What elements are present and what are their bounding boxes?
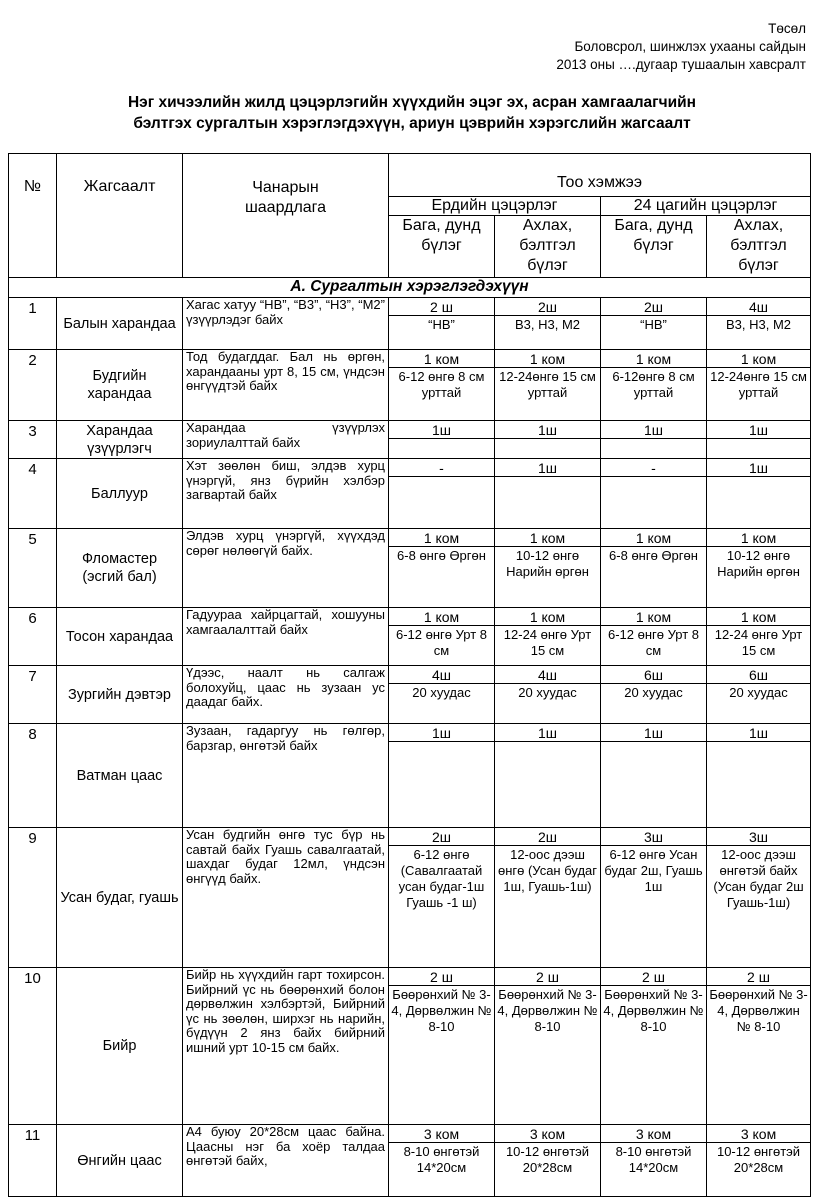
- quantity-cell: [495, 298, 601, 350]
- header-line-3: 2013 оны ….дугаар тушаалын хавсралт: [556, 57, 806, 72]
- item-requirement: Гадуураа хайрцагтай, хошууны хамгаалалттай байх: [183, 608, 389, 666]
- quantity-detail: 12-оос дээш өнгө (Усан будаг 1ш, Гуашь-1ш): [497, 847, 598, 894]
- row-number: 2: [9, 350, 57, 421]
- table-row: [9, 608, 811, 666]
- item-name: Будгийн харандаа: [57, 350, 183, 421]
- quantity-amount: 1 ком: [495, 608, 600, 626]
- quantity-detail: “НВ”: [428, 317, 455, 332]
- item-requirement: Элдэв хурц үнэргүй, хүүхдэд сөрөг нөлөөгүй байх.: [183, 529, 389, 608]
- quantity-detail: 6-12 өнгө Усан будаг 2ш, Гуашь 1ш: [604, 847, 703, 894]
- quantity-cell: [707, 298, 811, 350]
- quantity-detail: 6-12 өнгө 8 см урттай: [398, 369, 485, 400]
- column-header-number: №: [9, 154, 57, 278]
- row-number: 7: [9, 666, 57, 724]
- quantity-cell: [389, 421, 495, 459]
- quantity-cell: [707, 1125, 811, 1197]
- quantity-amount: 1 ком: [601, 350, 706, 368]
- item-name: Харандаа үзүүрлэгч: [57, 421, 183, 459]
- item-name: Тосон харандаа: [57, 608, 183, 666]
- quantity-cell: [495, 529, 601, 608]
- quantity-cell: [389, 724, 495, 828]
- column-header-list: Жагсаалт: [57, 154, 183, 278]
- row-number: 8: [9, 724, 57, 828]
- quantity-amount: 2 ш: [389, 968, 494, 986]
- quantity-cell: [707, 608, 811, 666]
- header-line-2: Боловсрол, шинжлэх ухааны сайдын: [574, 39, 806, 54]
- quantity-cell: [707, 828, 811, 968]
- column-header-small-group-2: Бага, дунд бүлэг: [601, 216, 707, 278]
- quantity-detail: “НВ”: [640, 317, 667, 332]
- quantity-detail: 6-12өнгө 8 см урттай: [612, 369, 695, 400]
- row-number: 4: [9, 459, 57, 529]
- table-row: [9, 828, 811, 968]
- quantity-amount: 1 ком: [389, 529, 494, 547]
- quantity-amount: 1ш: [389, 421, 494, 439]
- section-title: А. Сургалтын хэрэглэгдэхүүн: [9, 278, 811, 298]
- quantity-cell: [601, 828, 707, 968]
- quantity-cell: [707, 459, 811, 529]
- quantity-amount: 3 ком: [707, 1125, 810, 1143]
- quantity-detail: В3, Н3, М2: [514, 317, 581, 332]
- quantity-amount: 4ш: [495, 666, 600, 684]
- table-row: [9, 724, 811, 828]
- quantity-amount: 1 ком: [707, 529, 810, 547]
- item-name: Балын харандаа: [57, 298, 183, 350]
- quantity-detail: 8-10 өнгөтэй 14*20см: [403, 1144, 480, 1175]
- item-name: Ватман цаас: [57, 724, 183, 828]
- quantity-amount: 2 ш: [495, 968, 600, 986]
- quantity-amount: 1ш: [389, 724, 494, 742]
- quantity-detail: 20 хуудас: [624, 685, 683, 700]
- quantity-detail: 6-8 өнгө Өргөн: [397, 548, 486, 563]
- quantity-detail: 10-12 өнгө Нарийн өргөн: [717, 548, 800, 579]
- quantity-cell: [601, 298, 707, 350]
- quantity-cell: [389, 1125, 495, 1197]
- quantity-detail: 6-12 өнгө (Савалгаатай усан будаг-1ш Гуашь -1 ш): [398, 847, 485, 910]
- quantity-cell: [601, 459, 707, 529]
- quantity-detail: 12-24 өнгө Урт 15 см: [714, 627, 803, 658]
- quantity-cell: [389, 828, 495, 968]
- quantity-detail: 20 хуудас: [412, 685, 471, 700]
- quantity-cell: [389, 666, 495, 724]
- quantity-amount: 1ш: [707, 421, 810, 439]
- quantity-amount: 3 ком: [495, 1125, 600, 1143]
- quantity-detail: Бөөрөнхий № 3-4, Дөрвөлжин № 8-10: [709, 987, 808, 1034]
- quantity-cell: [495, 350, 601, 421]
- quantity-amount: 1 ком: [495, 350, 600, 368]
- document-header: [556, 20, 806, 74]
- table-row: [9, 350, 811, 421]
- quantity-amount: 1 ком: [495, 529, 600, 547]
- quantity-detail: В3, Н3, М2: [726, 317, 792, 332]
- item-requirement: Усан будгийн өнгө тус бүр нь савтай байх Гуашь савалгаатай, шахдаг будаг 12мл, үндсэн өнгүүд байх.: [183, 828, 389, 968]
- quantity-amount: 1 ком: [707, 350, 810, 368]
- quantity-amount: 1ш: [495, 724, 600, 742]
- column-header-senior-group-1: Ахлах, бэлтгэл бүлэг: [495, 216, 601, 278]
- quantity-cell: [601, 421, 707, 459]
- quantity-cell: [495, 421, 601, 459]
- item-name: Усан будаг, гуашь: [57, 828, 183, 968]
- quantity-cell: [601, 608, 707, 666]
- quantity-cell: [707, 968, 811, 1125]
- quantity-amount: 4ш: [707, 298, 810, 316]
- quantity-amount: 1 ком: [707, 608, 810, 626]
- column-header-senior-group-2: Ахлах, бэлтгэл бүлэг: [707, 216, 811, 278]
- item-requirement: Зузаан, гадаргуу нь гөлгөр, барзгар, өнгөтэй байх: [183, 724, 389, 828]
- quantity-cell: [389, 529, 495, 608]
- quantity-detail: 12-оос дээш өнгөтэй байх (Усан будаг 2ш Гуашь-1ш): [713, 847, 804, 910]
- quantity-amount: 1 ком: [389, 608, 494, 626]
- quantity-detail: 6-12 өнгө Урт 8 см: [607, 627, 700, 658]
- quantity-amount: 2ш: [389, 828, 494, 846]
- table-row: [9, 421, 811, 459]
- quantity-amount: 2 ш: [707, 968, 810, 986]
- quantity-amount: 1 ком: [389, 350, 494, 368]
- item-requirement: Хэт зөөлөн биш, элдэв хурц үнэргүй, янз бүрийн хэлбэр загвартай байх: [183, 459, 389, 529]
- quantity-cell: [601, 1125, 707, 1197]
- row-number: 1: [9, 298, 57, 350]
- quantity-amount: 6ш: [707, 666, 810, 684]
- quantity-detail: 12-24өнгө 15 см урттай: [710, 369, 807, 400]
- row-number: 10: [9, 968, 57, 1125]
- column-header-allday: 24 цагийн цэцэрлэг: [601, 197, 811, 216]
- table-row: [9, 459, 811, 529]
- quantity-amount: 1 ком: [601, 529, 706, 547]
- quantity-detail: 10-12 өнгө Нарийн өргөн: [506, 548, 589, 579]
- row-number: 11: [9, 1125, 57, 1197]
- quantity-cell: [389, 459, 495, 529]
- item-requirement: Харандаа үзүүрлэх зориулалттай байх: [183, 421, 389, 459]
- column-header-small-group-1: Бага, дунд бүлэг: [389, 216, 495, 278]
- quantity-cell: [389, 608, 495, 666]
- quantity-detail: 20 хуудас: [518, 685, 577, 700]
- quantity-amount: 1ш: [707, 724, 810, 742]
- quantity-cell: [601, 666, 707, 724]
- quantity-cell: [495, 608, 601, 666]
- quantity-cell: [707, 724, 811, 828]
- quantity-amount: 4ш: [389, 666, 494, 684]
- table-row: [9, 298, 811, 350]
- quantity-cell: [389, 350, 495, 421]
- table-row: [9, 968, 811, 1125]
- quantity-detail: 6-12 өнгө Урт 8 см: [395, 627, 488, 658]
- quantity-amount: 3ш: [707, 828, 810, 846]
- quantity-cell: [707, 529, 811, 608]
- quantity-cell: [495, 828, 601, 968]
- quantity-amount: 2ш: [601, 298, 706, 316]
- item-name: Баллуур: [57, 459, 183, 529]
- quantity-detail: 6-8 өнгө Өргөн: [609, 548, 698, 563]
- item-requirement: Бийр нь хүүхдийн гарт тохирсон. Бийрний үс нь бөөрөнхий болон дөрвөлжин хэлбэртэй, Бийрний үс нь зөөлөн, ширхэг нь нарийн, бүдүүн 2 янз байх бийрний ишний урт 10-15 см байх.: [183, 968, 389, 1125]
- row-number: 6: [9, 608, 57, 666]
- quantity-amount: 2ш: [495, 828, 600, 846]
- header-line-1: Төсөл: [768, 21, 806, 36]
- quantity-amount: 3ш: [601, 828, 706, 846]
- quantity-amount: 6ш: [601, 666, 706, 684]
- quantity-amount: 1 ком: [601, 608, 706, 626]
- quantity-amount: 3 ком: [601, 1125, 706, 1143]
- item-name: Фломастер (эсгий бал): [57, 529, 183, 608]
- quantity-detail: 20 хуудас: [729, 685, 788, 700]
- column-header-regular: Ердийн цэцэрлэг: [389, 197, 601, 216]
- row-number: 3: [9, 421, 57, 459]
- quantity-amount: 1ш: [601, 421, 706, 439]
- row-number: 5: [9, 529, 57, 608]
- document-title: [0, 92, 824, 134]
- quantity-detail: 12-24өнгө 15 см урттай: [499, 369, 596, 400]
- title-line-1: Нэг хичээлийн жилд цэцэрлэгийн хүүхдийн эцэг эх, асран хамгаалагчийн: [127, 94, 697, 111]
- item-name: Зургийн дэвтэр: [57, 666, 183, 724]
- quantity-amount: 1ш: [707, 459, 810, 477]
- item-requirement: Тод будагддаг. Бал нь өргөн, харандааны урт 8, 15 см, үндсэн өнгүүдтэй байх: [183, 350, 389, 421]
- item-name: Бийр: [57, 968, 183, 1125]
- quantity-cell: [495, 1125, 601, 1197]
- quantity-cell: [601, 968, 707, 1125]
- quantity-detail: 12-24 өнгө Урт 15 см: [503, 627, 592, 658]
- quantity-amount: 3 ком: [389, 1125, 494, 1143]
- quantity-amount: 1ш: [495, 421, 600, 439]
- item-requirement: Хагас хатуу “НВ”, “В3”, “Н3”, “М2” үзүүрлэдэг байх: [183, 298, 389, 350]
- table-row: [9, 529, 811, 608]
- quantity-cell: [707, 666, 811, 724]
- item-requirement: А4 буюу 20*28см цаас байна. Цаасны нэг ба хоёр талдаа өнгөтэй байх,: [183, 1125, 389, 1197]
- column-header-quantity: Тоо хэмжээ: [389, 154, 811, 197]
- quantity-cell: [495, 724, 601, 828]
- table-row: [9, 1125, 811, 1197]
- quantity-cell: [389, 968, 495, 1125]
- quantity-cell: [601, 724, 707, 828]
- table-row: [9, 666, 811, 724]
- quantity-amount: 1ш: [601, 724, 706, 742]
- quantity-detail: 8-10 өнгөтэй 14*20см: [615, 1144, 692, 1175]
- quantity-detail: 10-12 өнгөтэй 20*28см: [505, 1144, 590, 1175]
- quantity-cell: [495, 459, 601, 529]
- quantity-amount: 2 ш: [389, 298, 494, 316]
- title-line-2: бэлтгэх сургалтын хэрэглэгдэхүүн, ариун цэврийн хэрэгслийн жагсаалт: [133, 115, 691, 132]
- quantity-amount: -: [601, 459, 706, 477]
- quantity-amount: 2ш: [495, 298, 600, 316]
- quantity-detail: 10-12 өнгөтэй 20*28см: [716, 1144, 801, 1175]
- row-number: 9: [9, 828, 57, 968]
- quantity-detail: Бөөрөнхий № 3-4, Дөрвөлжин № 8-10: [497, 987, 598, 1034]
- quantity-amount: 1ш: [495, 459, 600, 477]
- quantity-cell: [707, 421, 811, 459]
- quantity-cell: [601, 350, 707, 421]
- supplies-table: [8, 153, 811, 1197]
- item-requirement: Үдээс, наалт нь салгаж болохуйц, цаас нь зузаан ус даадаг байх.: [183, 666, 389, 724]
- quantity-amount: 2 ш: [601, 968, 706, 986]
- quantity-cell: [495, 666, 601, 724]
- quantity-cell: [495, 968, 601, 1125]
- quantity-detail: Бөөрөнхий № 3-4, Дөрвөлжин № 8-10: [391, 987, 492, 1034]
- item-name: Өнгийн цаас: [57, 1125, 183, 1197]
- quantity-cell: [707, 350, 811, 421]
- quantity-cell: [389, 298, 495, 350]
- column-header-requirement: Чанарын шаардлага: [183, 154, 389, 278]
- quantity-detail: Бөөрөнхий № 3-4, Дөрвөлжин № 8-10: [603, 987, 704, 1034]
- quantity-cell: [601, 529, 707, 608]
- quantity-amount: -: [389, 459, 494, 477]
